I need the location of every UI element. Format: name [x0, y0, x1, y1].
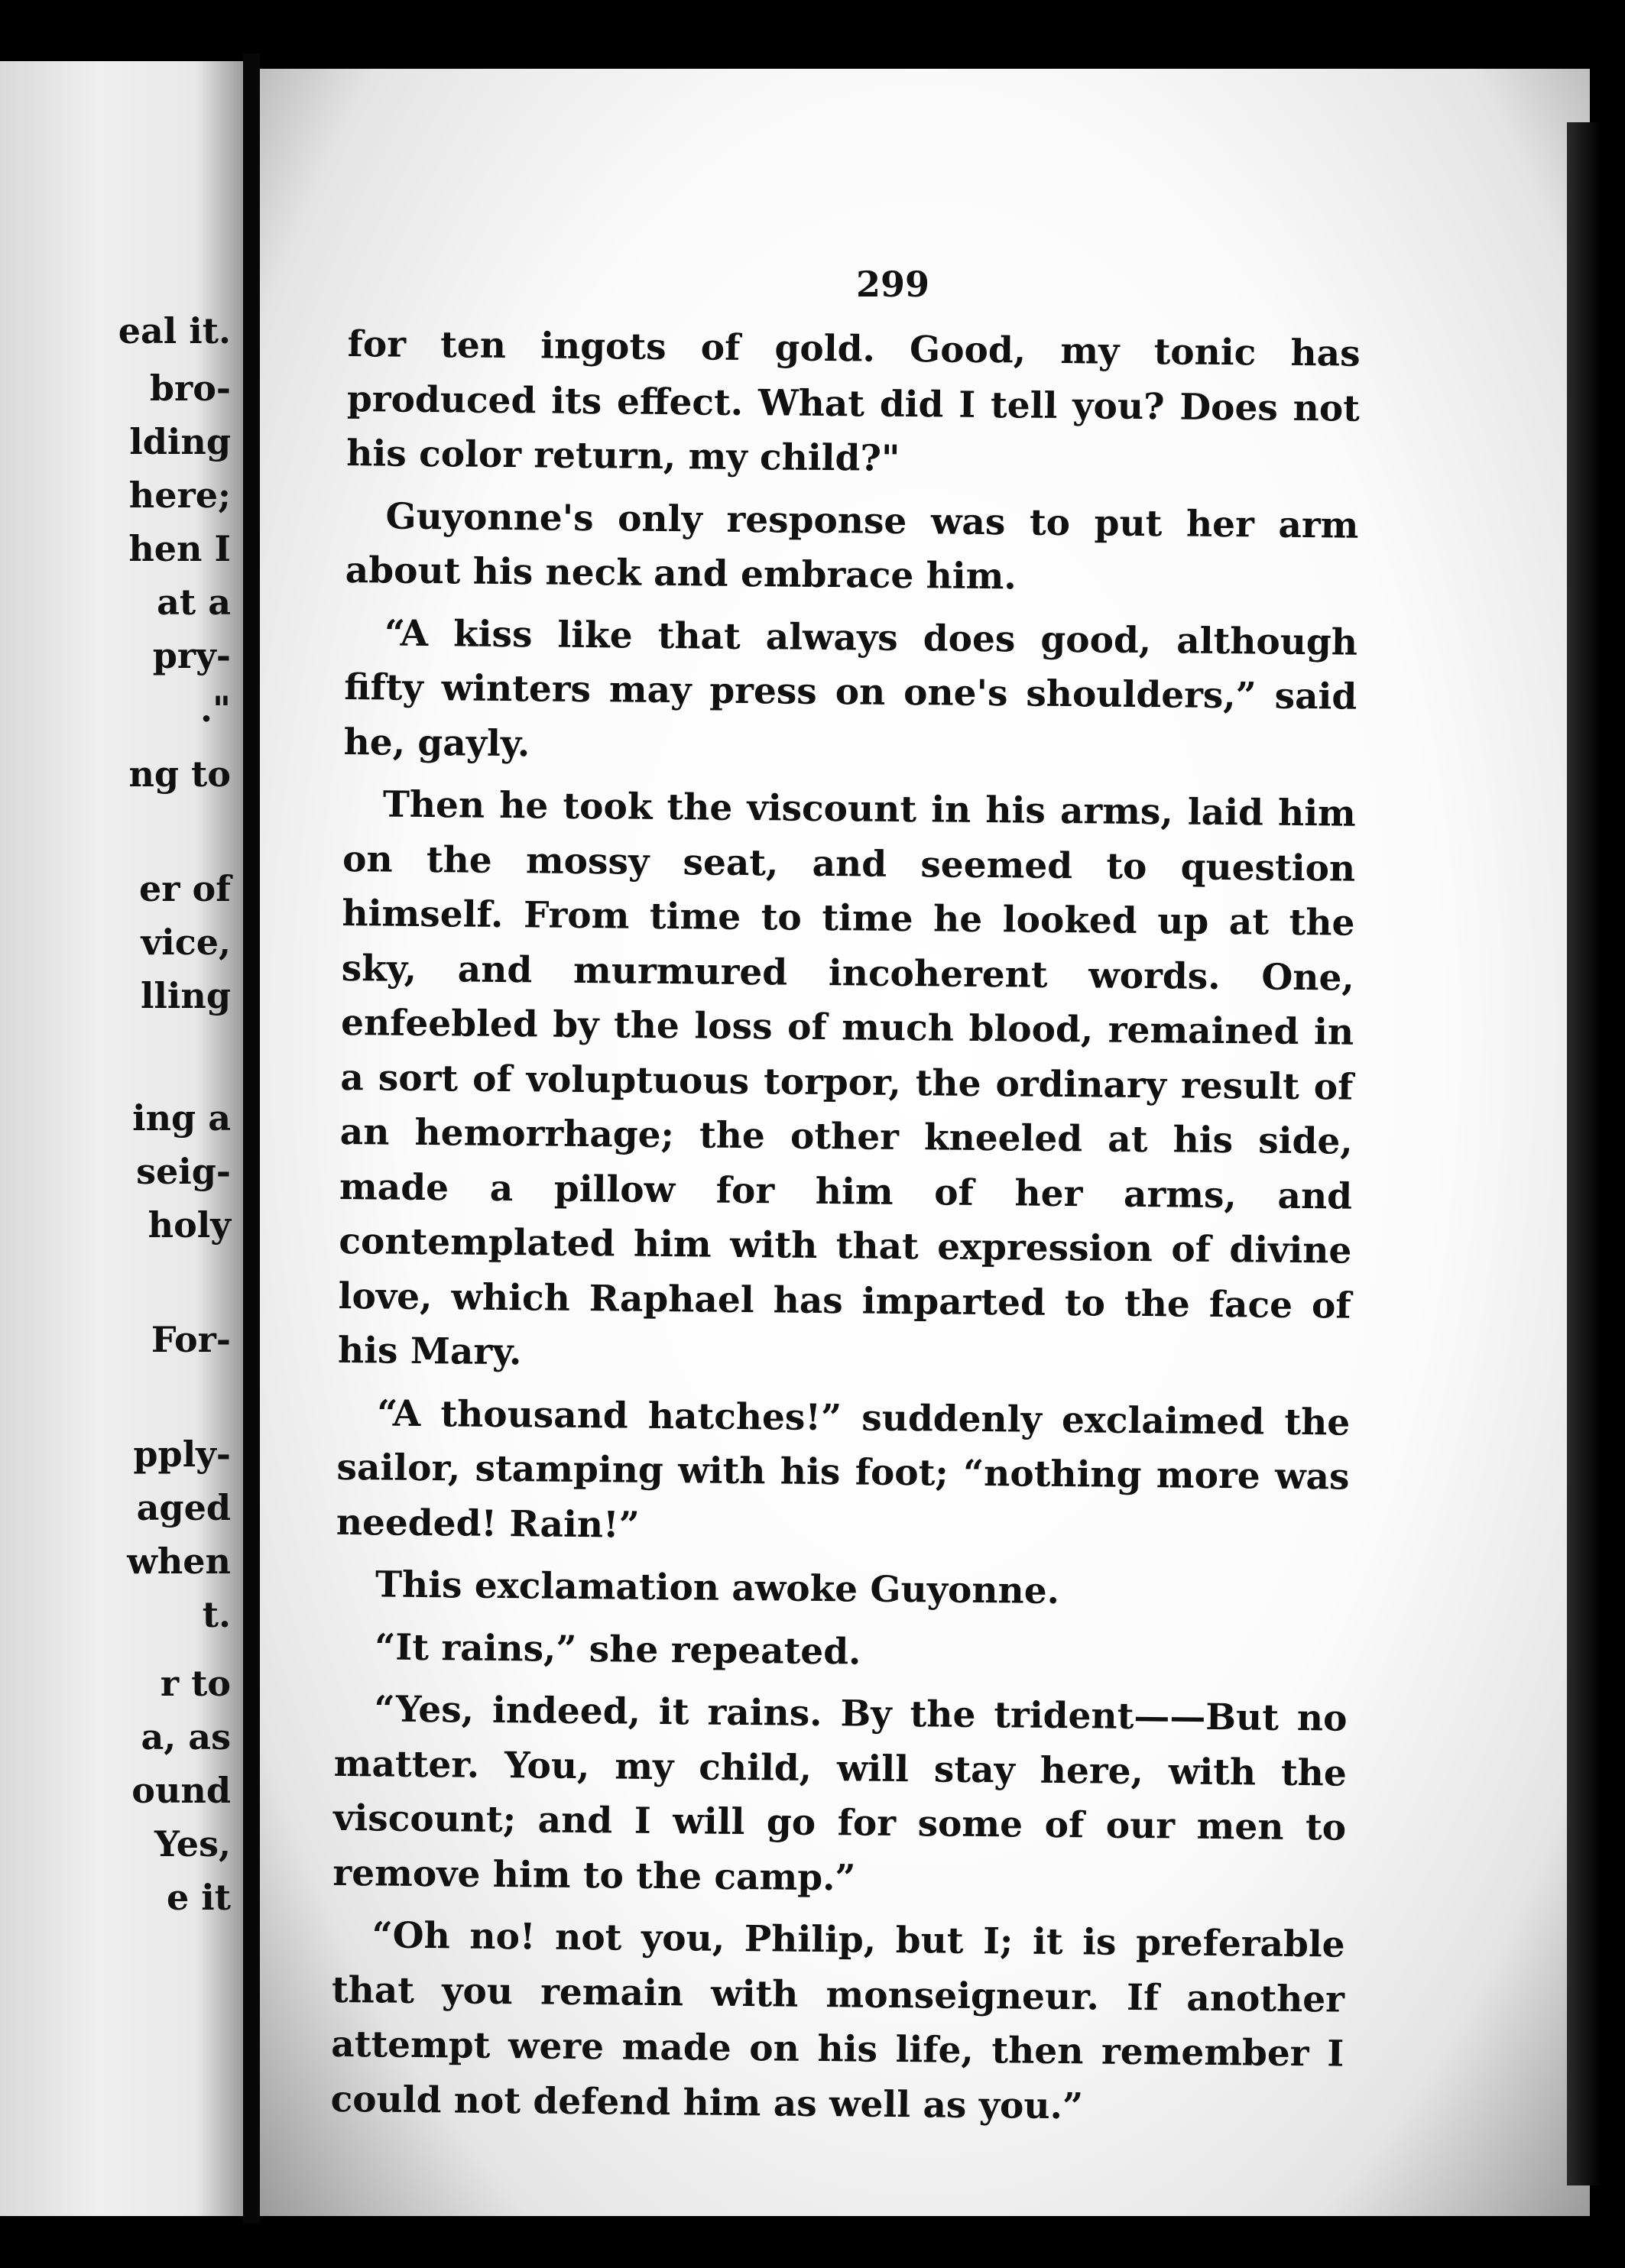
paragraph: “It rains,” she repeated. [375, 1625, 861, 1673]
previous-page-line: aged [136, 1487, 231, 1528]
previous-page-line: For- [151, 1319, 231, 1360]
previous-page-line: ng to [128, 753, 231, 795]
previous-page-line: when [127, 1541, 231, 1582]
previous-page-line: hen I [128, 528, 231, 569]
paragraph: “A kiss like that always does good, although fifty winters may press on one's shoulders,” said he, gayly. [343, 611, 1358, 765]
paragraph: Guyonne's only response was to put her arm about his neck and embrace him. [345, 494, 1359, 598]
paragraph: for ten ingots of gold. Good, my tonic has produced its effect. What did I tell you? Does not his color return, my child?" [346, 322, 1361, 480]
previous-page-line: Yes, [154, 1823, 231, 1865]
paragraph: Then he took the viscount in his arms, laid him on the mossy seat, and seemed to question himself. From time to time he looked up at the sky, and murmured incoherent words. One, enfeebled by the loss of much blood, remained in a sort of voluptuous torpor, the ordinary result of an hemorrhage; the other kneeled at his side, made a pillow for him of her arms, and contemplated him with that expression of divine love, which Raphael has imparted to the face of his Mary. [337, 783, 1357, 1374]
previous-page-line: ound [131, 1770, 231, 1811]
previous-page-line: e it [166, 1877, 231, 1918]
paragraph: “Oh no! not you, Philip, but I; it is preferable that you remain with monseigneur. If another attempt were made on his life, then remember I could not defend him as well as you.” [330, 1914, 1345, 2127]
previous-page-line: seig- [136, 1151, 231, 1192]
previous-page-line: er of [139, 868, 231, 909]
paragraph: This exclamation awoke Guyonne. [375, 1563, 1060, 1613]
previous-page-line: r to [160, 1663, 231, 1704]
paragraph: “Yes, indeed, it rains. By the trident——But no matter. You, my child, will stay here, with the viscount; and I will go for some of our men to remove him to the camp.” [332, 1688, 1348, 1899]
previous-page-line: here; [128, 475, 231, 516]
page-number: 299 [856, 264, 930, 305]
previous-page-line: t. [202, 1594, 231, 1635]
page-body-text [330, 317, 1361, 2144]
paragraph: “A thousand hatches!” suddenly exclaimed the sailor, stamping with his foot; “nothing more was needed! Rain!” [336, 1392, 1351, 1547]
previous-page-line: eal it. [118, 310, 231, 352]
previous-page-line: a, as [141, 1716, 231, 1758]
previous-page-line: ." [200, 688, 231, 730]
previous-page-line: at a [157, 582, 231, 623]
previous-page-line: pry- [152, 635, 231, 676]
previous-page [0, 61, 245, 2216]
previous-page-line: vice, [141, 922, 231, 963]
previous-page-line: lding [129, 421, 231, 462]
previous-page-line: bro- [149, 368, 231, 409]
previous-page-line: ing a [132, 1097, 231, 1139]
previous-page-line: pply- [133, 1434, 231, 1475]
page-edge-shadow [1567, 122, 1625, 2185]
previous-page-line: lling [140, 975, 231, 1016]
previous-page-line: holy [148, 1204, 231, 1246]
book-gutter [243, 53, 260, 2224]
